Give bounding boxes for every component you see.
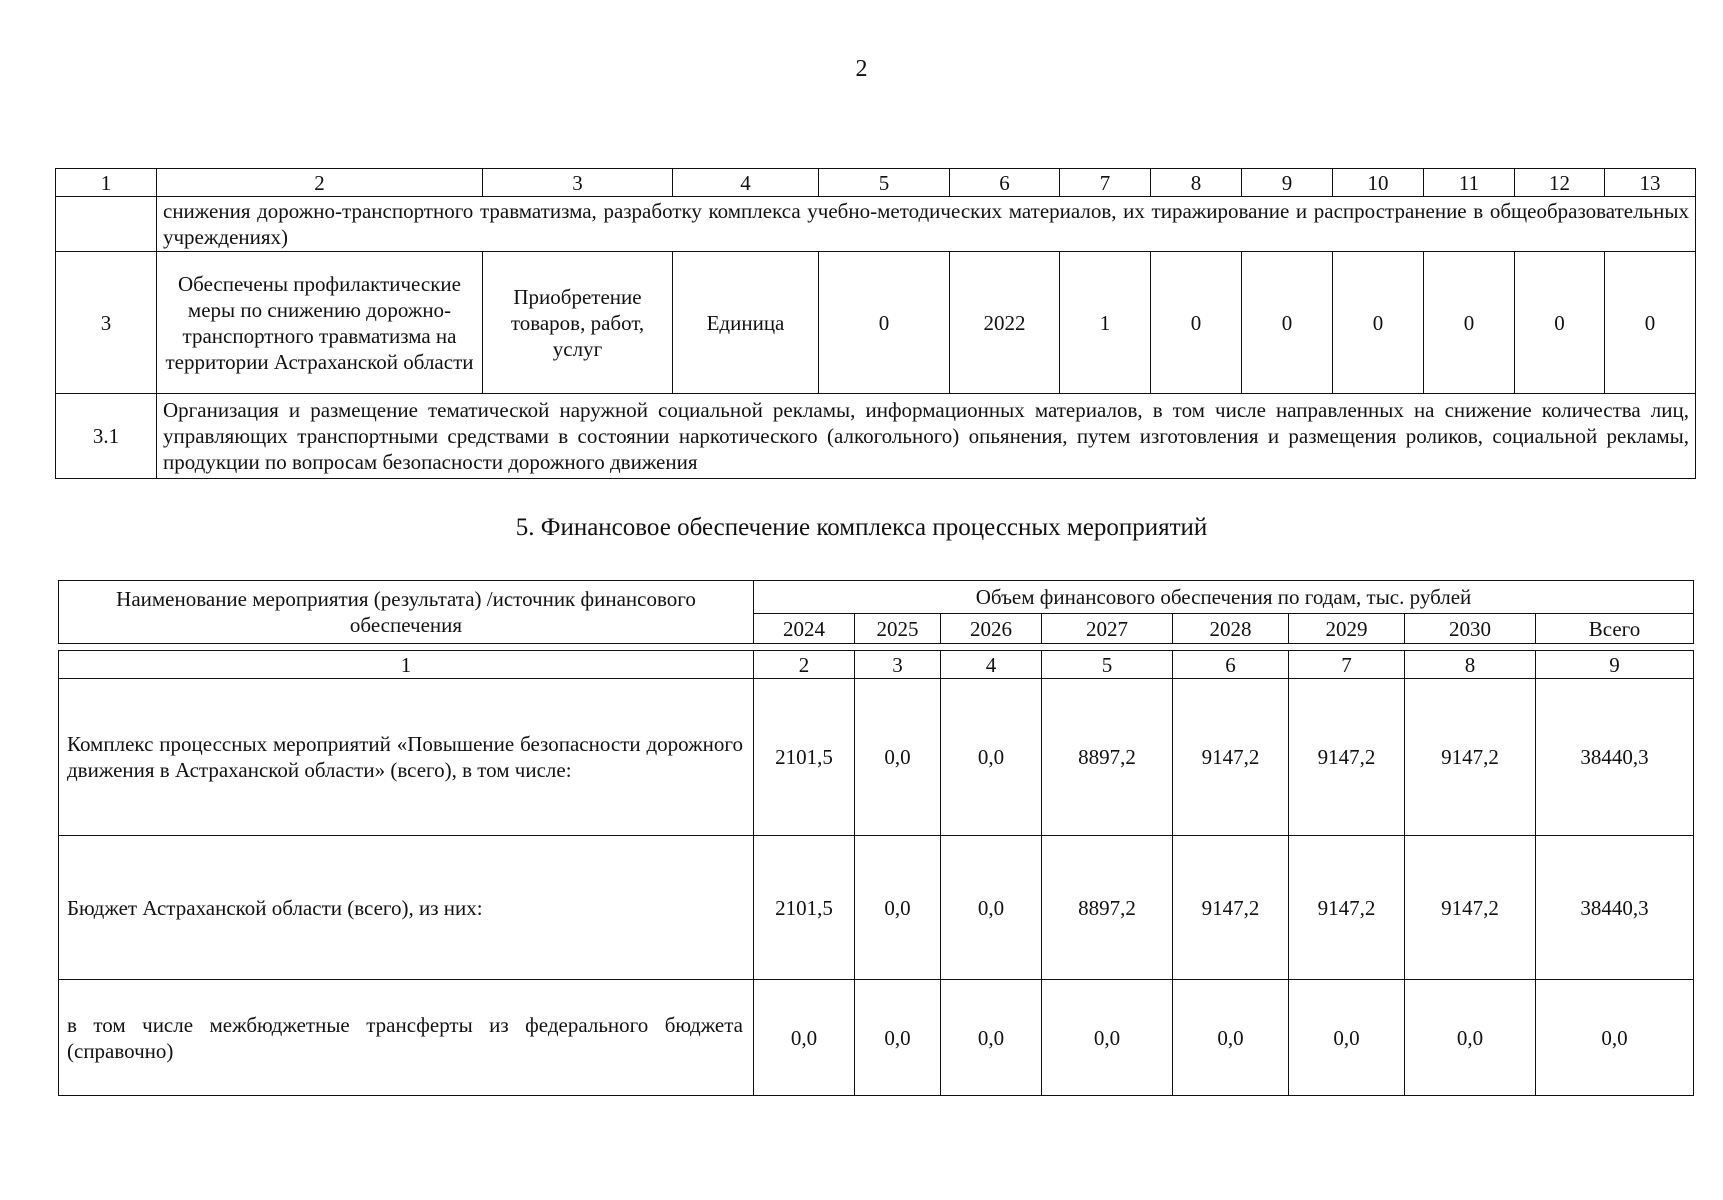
year-header: 2030 [1405,614,1536,644]
table1-header-row [56,169,1696,197]
col-header: 2 [157,169,483,197]
total-cell: 0,0 [1536,980,1694,1096]
table-row [59,836,1694,980]
empty-cell [56,197,157,252]
col-number: 6 [1173,651,1289,679]
col-header: 11 [1424,169,1515,197]
year-header: 2027 [1042,614,1173,644]
value-cell: 0,0 [941,679,1042,836]
col-number: 3 [855,651,941,679]
col-number: 4 [941,651,1042,679]
indicators-table [55,168,1696,479]
year-header: 2025 [855,614,941,644]
result-type: Приобретение товаров, работ, услуг [483,252,673,394]
col-header: 13 [1605,169,1696,197]
year-header: 2024 [754,614,855,644]
row-name: в том числе межбюджетные трансферты из федерального бюджета (справочно) [59,980,754,1096]
value-cell: 0,0 [754,980,855,1096]
value-cell: 0,0 [855,980,941,1096]
value-cell: 2101,5 [754,679,855,836]
total-cell: 38440,3 [1536,679,1694,836]
value-cell: 0 [1605,252,1696,394]
base-year: 2022 [950,252,1060,394]
col-header: 6 [950,169,1060,197]
col-number: 2 [754,651,855,679]
col-header: 7 [1060,169,1151,197]
table-row [59,980,1694,1096]
value-cell: 0 [1242,252,1333,394]
value-cell: 0,0 [1173,980,1289,1096]
year-header: 2028 [1173,614,1289,644]
header-row [59,581,1694,614]
year-header: 2029 [1289,614,1405,644]
value-cell: 0,0 [855,836,941,980]
continued-text: снижения дорожно-транспортного травматизма, разработку комплекса учебно-методических материалов, их тиражирование и распространение в общеобразовательных учреждениях) [157,197,1696,252]
value-cell: 1 [1060,252,1151,394]
volume-header: Объем финансового обеспечения по годам, тыс. рублей [754,581,1694,614]
row-number: 3 [56,252,157,394]
value-cell: 0,0 [1289,980,1405,1096]
col-header: 12 [1515,169,1605,197]
col-header: 1 [56,169,157,197]
row-number: 3.1 [56,394,157,479]
finance-table-header [58,580,1694,644]
row-name: Комплекс процессных мероприятий «Повышение безопасности дорожного движения в Астраханской области» (всего), в том числе: [59,679,754,836]
activity-text: Организация и размещение тематической наружной социальной рекламы, информационных материалов, в том числе направленных на снижение количества лиц, управляющих транспортными средствами в состоянии наркотического (алкогольного) опьянения, путем изготовления и размещения роликов, социальной рекламы, продукции по вопросам безопасности дорожного движения [157,394,1696,479]
col-header: 8 [1151,169,1242,197]
col-header: 9 [1242,169,1333,197]
value-cell: 9147,2 [1405,836,1536,980]
value-cell: 0,0 [855,679,941,836]
base-value: 0 [819,252,950,394]
total-cell: 38440,3 [1536,836,1694,980]
value-cell: 0,0 [941,980,1042,1096]
col-number: 1 [59,651,754,679]
col-number: 7 [1289,651,1405,679]
value-cell: 9147,2 [1405,679,1536,836]
col-header: 10 [1333,169,1424,197]
value-cell: 8897,2 [1042,836,1173,980]
name-header: Наименование мероприятия (результата) /источник финансового обеспечения [59,581,754,644]
value-cell: 0 [1515,252,1605,394]
col-header: 5 [819,169,950,197]
page-number: 2 [855,56,868,82]
finance-table [58,650,1694,1096]
total-header: Всего [1536,614,1694,644]
table-row [59,679,1694,836]
value-cell: 9147,2 [1173,679,1289,836]
value-cell: 9147,2 [1289,836,1405,980]
year-header: 2026 [941,614,1042,644]
col-number: 8 [1405,651,1536,679]
value-cell: 0 [1333,252,1424,394]
col-header: 3 [483,169,673,197]
section-title: 5. Финансовое обеспечение комплекса процессных мероприятий [515,514,1208,541]
value-cell: 9147,2 [1173,836,1289,980]
value-cell: 2101,5 [754,836,855,980]
result-name: Обеспечены профилактические меры по снижению дорожно-транспортного травматизма на территории Астраханской области [157,252,483,394]
unit: Единица [673,252,819,394]
col-number-row [59,651,1694,679]
table-row [56,197,1696,252]
value-cell: 0,0 [1405,980,1536,1096]
table-row [56,252,1696,394]
table-row [56,394,1696,479]
col-number: 5 [1042,651,1173,679]
value-cell: 0 [1424,252,1515,394]
value-cell: 8897,2 [1042,679,1173,836]
row-name: Бюджет Астраханской области (всего), из них: [59,836,754,980]
col-header: 4 [673,169,819,197]
col-number: 9 [1536,651,1694,679]
value-cell: 0,0 [1042,980,1173,1096]
value-cell: 0 [1151,252,1242,394]
value-cell: 0,0 [941,836,1042,980]
value-cell: 9147,2 [1289,679,1405,836]
